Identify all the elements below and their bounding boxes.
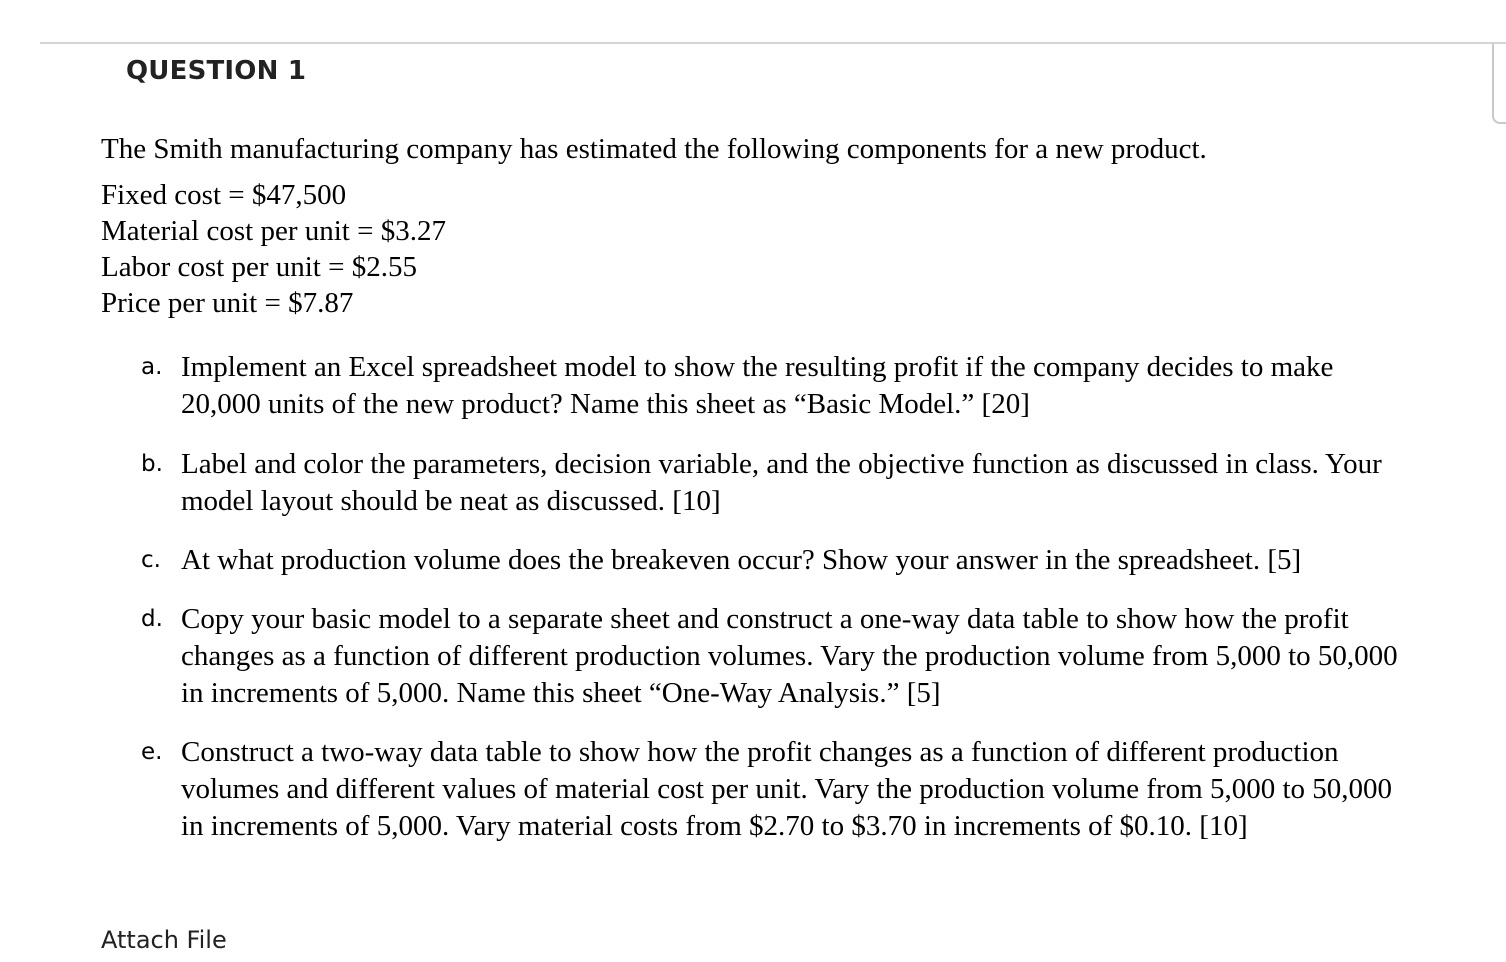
parameter-labor-cost: Labor cost per unit = $2.55 [101,251,417,283]
part-line: 20,000 units of the new product? Name this sheet as “Basic Model.” [20] [181,388,1030,420]
right-panel-edge [1492,44,1506,124]
part-text [181,349,1333,423]
question-parts [141,349,1461,845]
part-letter: c. [141,547,161,573]
part-line: At what production volume does the breakeven occur? Show your answer in the spreadsheet. [5] [181,544,1302,576]
part-letter: d. [141,606,163,632]
part-d [141,601,1461,712]
part-line: model layout should be neat as discussed. [10] [181,485,721,517]
part-e [141,734,1461,845]
part-line: Label and color the parameters, decision variable, and the objective function as discussed in class. Your [181,448,1382,480]
part-letter: a. [141,354,163,380]
part-letter: e. [141,739,163,765]
part-line: in increments of 5,000. Name this sheet “One-Way Analysis.” [5] [181,677,941,709]
question-title: QUESTION 1 [126,56,307,86]
part-text [181,601,1398,712]
part-text [181,446,1382,520]
parameter-material-cost: Material cost per unit = $3.27 [101,215,446,247]
question-intro: The Smith manufacturing company has estimated the following components for a new product. [101,133,1207,165]
part-line: Construct a two-way data table to show how the profit changes as a function of different production [181,736,1339,768]
part-letter: b. [141,451,163,477]
part-a [141,349,1461,423]
top-divider [40,42,1506,44]
part-text [181,542,1301,579]
parameter-list [101,177,446,321]
parameter-fixed-cost: Fixed cost = $47,500 [101,179,347,211]
attach-file-label[interactable]: Attach File [101,926,227,954]
parameter-price: Price per unit = $7.87 [101,287,354,319]
part-line: Implement an Excel spreadsheet model to show the resulting profit if the company decides to make [181,351,1334,383]
part-text [181,734,1392,845]
part-line: Copy your basic model to a separate sheet and construct a one-way data table to show how the profit [181,603,1349,635]
part-line: volumes and different values of material cost per unit. Vary the production volume from 5,000 to 50,000 [181,773,1393,805]
part-c [141,542,1461,579]
part-b [141,446,1461,520]
part-line: in increments of 5,000. Vary material costs from $2.70 to $3.70 in increments of $0.10. [10] [181,810,1248,842]
part-line: changes as a function of different production volumes. Vary the production volume from 5,000 to 50,000 [181,640,1398,672]
